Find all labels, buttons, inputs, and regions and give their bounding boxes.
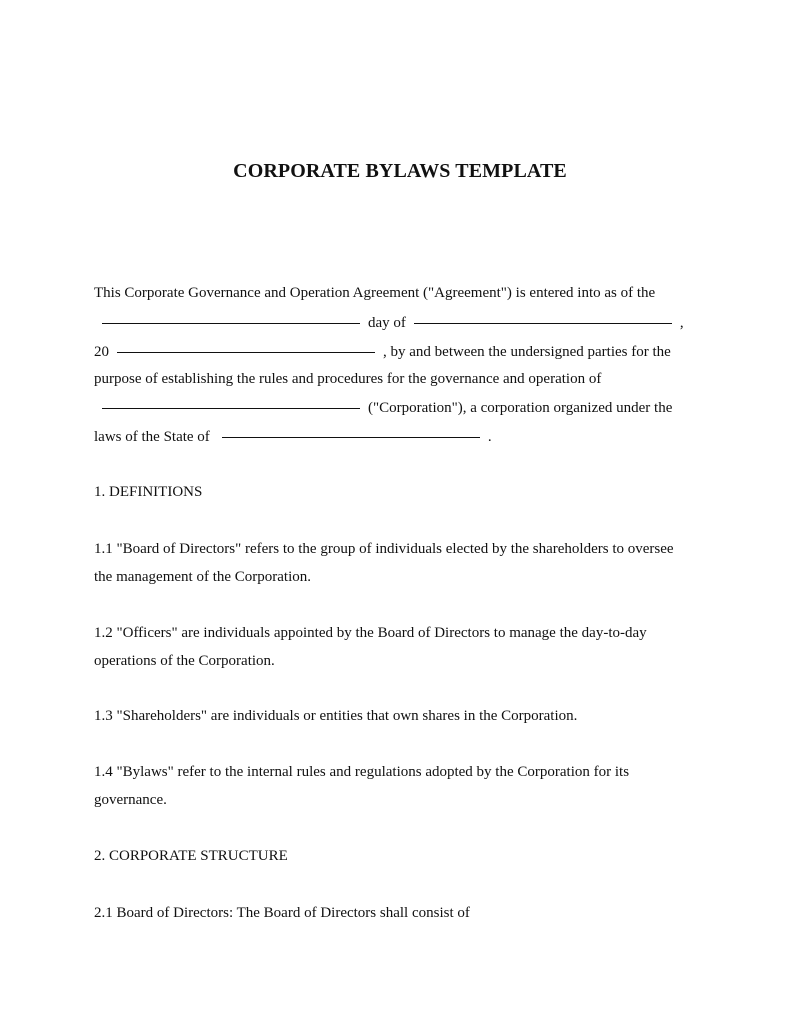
definitions-heading: 1. DEFINITIONS (94, 484, 203, 500)
laws-state-text: laws of the State of (94, 429, 210, 445)
corporation-name-blank[interactable] (102, 394, 360, 409)
definition-1-4-line-1: 1.4 "Bylaws" refer to the internal rules and regulations adopted by the Corporation for its (94, 764, 630, 780)
corporation-tail-text: ("Corporation"), a corporation organized under the (368, 400, 673, 416)
intro-line-3 (94, 341, 671, 362)
intro-line-4: purpose of establishing the rules and procedures for the governance and operation of (94, 371, 602, 387)
definition-1-2-line-2: operations of the Corporation. (94, 653, 275, 669)
definition-1-2-line-1: 1.2 "Officers" are individuals appointed by the Board of Directors to manage the day-to-day (94, 625, 647, 641)
period-text: . (487, 429, 492, 445)
comma-text: , (679, 315, 684, 331)
corporate-structure-heading: 2. CORPORATE STRUCTURE (94, 848, 288, 864)
intro-line-5 (94, 397, 680, 418)
intro-line-6 (94, 426, 500, 447)
day-of-text: day of (368, 315, 406, 331)
date-month-blank[interactable] (414, 309, 672, 324)
state-name-blank[interactable] (222, 423, 480, 438)
definition-1-3: 1.3 "Shareholders" are individuals or entities that own shares in the Corporation. (94, 708, 578, 724)
document-title: CORPORATE BYLAWS TEMPLATE (233, 160, 567, 182)
intro-line-2 (94, 312, 692, 333)
date-day-blank[interactable] (102, 309, 360, 324)
definition-1-4-line-2: governance. (94, 792, 167, 808)
year-prefix-text: 20 (94, 344, 109, 360)
definition-1-1-line-2: the management of the Corporation. (94, 569, 312, 585)
date-year-blank[interactable] (117, 338, 375, 353)
definition-1-1-line-1: 1.1 "Board of Directors" refers to the group of individuals elected by the shareholders to oversee (94, 541, 674, 557)
intro-line-1: This Corporate Governance and Operation Agreement ("Agreement") is entered into as of the (94, 285, 656, 301)
by-between-text: , by and between the undersigned parties for the (383, 344, 671, 360)
section-2-1-text: 2.1 Board of Directors: The Board of Directors shall consist of (94, 905, 470, 921)
